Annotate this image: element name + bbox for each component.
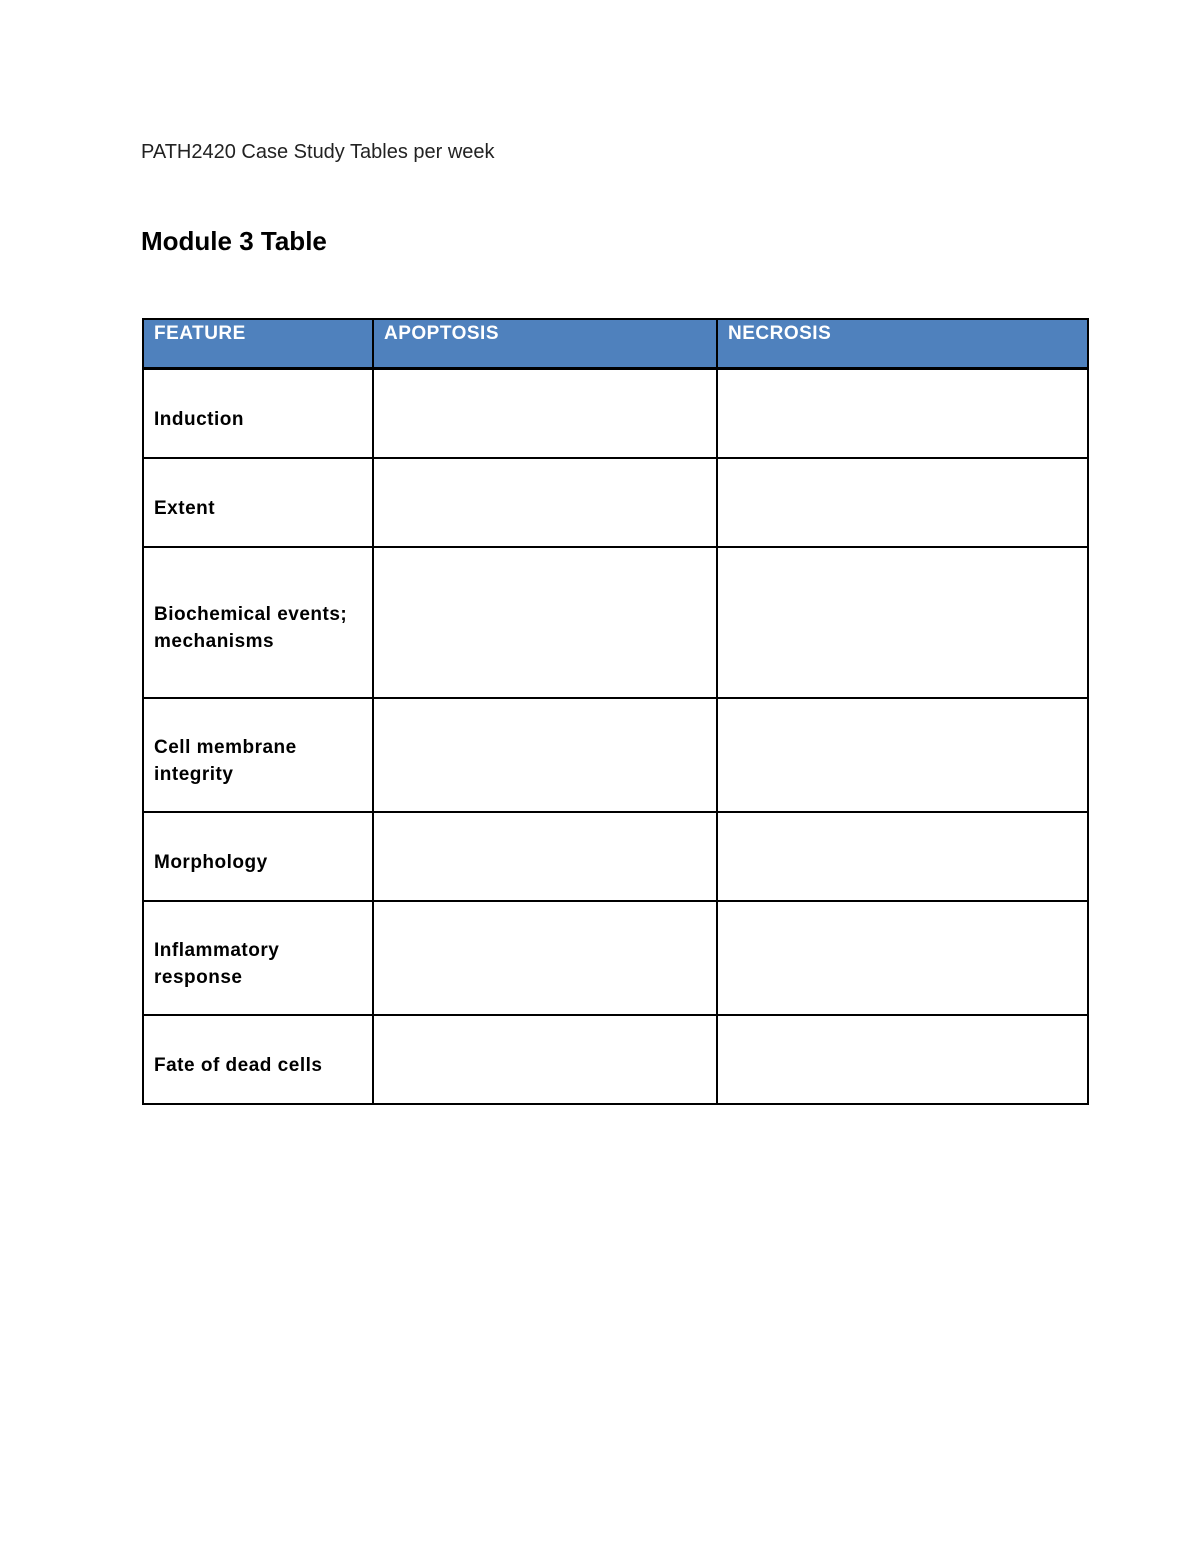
table-row: [143, 1015, 1088, 1104]
column-header-apoptosis: APOPTOSIS: [373, 319, 717, 369]
column-header-necrosis: NECROSIS: [717, 319, 1088, 369]
table-row: [143, 369, 1088, 458]
feature-cell-induction: Induction: [143, 369, 373, 458]
feature-cell-cell-membrane-integrity: Cell membrane integrity: [143, 698, 373, 812]
apoptosis-cell[interactable]: [373, 812, 717, 901]
document-header: PATH2420 Case Study Tables per week: [141, 141, 495, 163]
apoptosis-cell[interactable]: [373, 547, 717, 698]
feature-cell-extent: Extent: [143, 458, 373, 547]
table-row: [143, 901, 1088, 1015]
necrosis-cell[interactable]: [717, 698, 1088, 812]
column-header-feature: FEATURE: [143, 319, 373, 369]
table-row: [143, 812, 1088, 901]
necrosis-cell[interactable]: [717, 901, 1088, 1015]
apoptosis-cell[interactable]: [373, 901, 717, 1015]
necrosis-cell[interactable]: [717, 369, 1088, 458]
necrosis-cell[interactable]: [717, 458, 1088, 547]
module-3-table: [142, 318, 1089, 1105]
apoptosis-cell[interactable]: [373, 369, 717, 458]
table-row: [143, 698, 1088, 812]
feature-cell-fate-of-dead-cells: Fate of dead cells: [143, 1015, 373, 1104]
feature-cell-biochemical-events: Biochemical events; mechanisms: [143, 547, 373, 698]
module-title: Module 3 Table: [141, 226, 327, 256]
table-row: [143, 458, 1088, 547]
table-row: [143, 547, 1088, 698]
table-header-row: [143, 319, 1088, 369]
apoptosis-cell[interactable]: [373, 698, 717, 812]
feature-cell-morphology: Morphology: [143, 812, 373, 901]
necrosis-cell[interactable]: [717, 1015, 1088, 1104]
feature-cell-inflammatory-response: Inflammatory response: [143, 901, 373, 1015]
necrosis-cell[interactable]: [717, 812, 1088, 901]
apoptosis-cell[interactable]: [373, 458, 717, 547]
apoptosis-cell[interactable]: [373, 1015, 717, 1104]
necrosis-cell[interactable]: [717, 547, 1088, 698]
